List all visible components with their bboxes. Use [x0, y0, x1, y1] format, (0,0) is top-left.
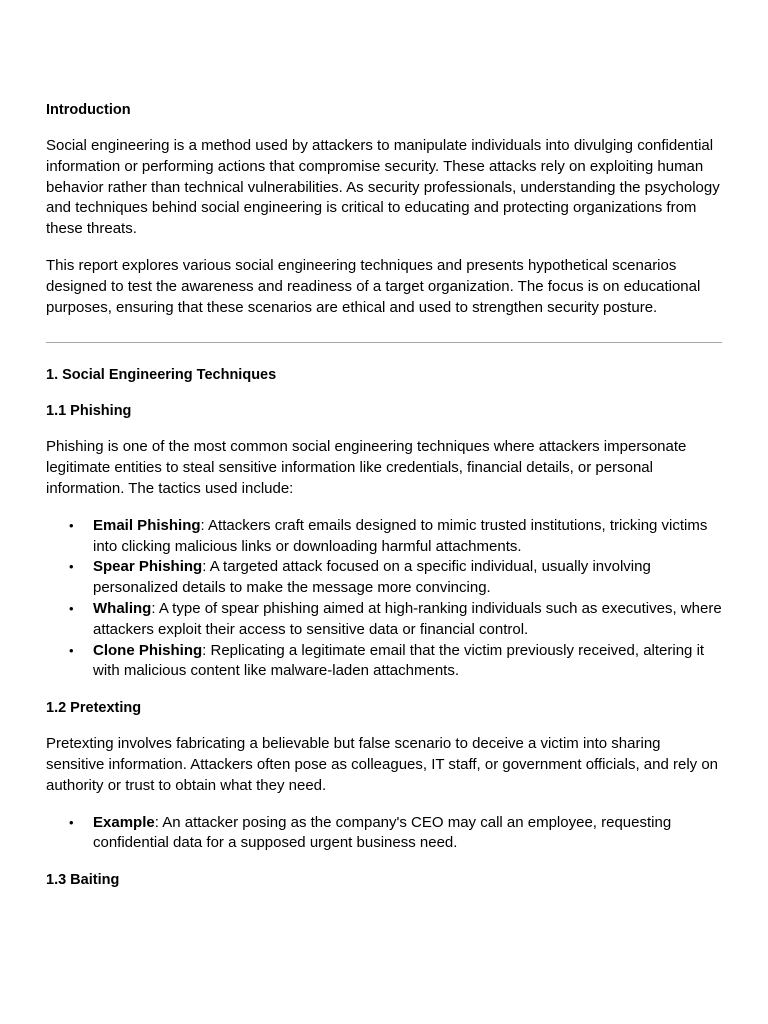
bullet-icon: • [69, 559, 74, 575]
list-item-text: : An attacker posing as the company's CEO may call an employee, requesting confidential data for a supposed urgent business need. [93, 813, 672, 852]
phishing-paragraph: Phishing is one of the most common social engineering techniques where attackers impersonate legitimate entities to steal sensitive information like credentials, financial details, or personal information. The tactics used include: [46, 438, 687, 497]
bullet-icon: • [69, 600, 74, 616]
list-item-text: : Attackers craft emails designed to mimic trusted institutions, tricking victims into clicking malicious links or downloading harmful attachments. [93, 516, 708, 555]
list-item-text: : A type of spear phishing aimed at high-ranking individuals such as executives, where attackers exploit their access to sensitive data or financial control. [93, 599, 722, 638]
list-item-term: Clone Phishing [93, 641, 203, 659]
intro-paragraph-1: Social engineering is a method used by attackers to manipulate individuals into divulging confidential information or performing actions that compromise security. These attacks rely on exploiting human behavior rather than technical vulnerabilities. As security professionals, understanding the psychology and techniques behind social engineering is critical to educating and protecting organizations from these threats. [46, 137, 720, 238]
list-item [69, 557, 722, 599]
list-item-term: Email Phishing [93, 516, 201, 534]
list-item-term: Whaling [93, 599, 152, 617]
list-item-term: Spear Phishing [93, 558, 203, 576]
pretexting-heading: 1.2 Pretexting [46, 700, 142, 717]
pretexting-list [46, 813, 722, 855]
list-item [69, 641, 722, 683]
phishing-list [46, 516, 722, 682]
phishing-heading: 1.1 Phishing [46, 403, 132, 420]
list-item [69, 599, 722, 641]
pretexting-paragraph: Pretexting involves fabricating a believable but false scenario to deceive a victim into sharing sensitive information. Attackers often pose as colleagues, IT staff, or government officials, and rely on authority or trust to obtain what they need. [46, 735, 719, 794]
list-item-text: : Replicating a legitimate email that the victim previously received, altering it with malicious content like malware-laden attachments. [93, 641, 705, 680]
intro-heading: Introduction [46, 102, 131, 118]
bullet-icon: • [69, 814, 74, 830]
baiting-heading: 1.3 Baiting [46, 872, 120, 889]
intro-paragraph-2: This report explores various social engineering techniques and presents hypothetical scenarios designed to test the awareness and readiness of a target organization. The focus is on educational purposes, ensuring that these scenarios are ethical and used to strengthen security posture. [46, 256, 701, 316]
list-item-text: : A targeted attack focused on a specific individual, usually involving personalized details to make the message more convincing. [93, 558, 651, 597]
list-item-term: Example [93, 813, 155, 831]
list-item [69, 813, 722, 855]
section-1-heading: 1. Social Engineering Techniques [46, 367, 277, 384]
bullet-icon: • [69, 642, 74, 658]
bullet-icon: • [69, 517, 74, 533]
list-item [69, 516, 722, 558]
section-divider [46, 342, 722, 343]
